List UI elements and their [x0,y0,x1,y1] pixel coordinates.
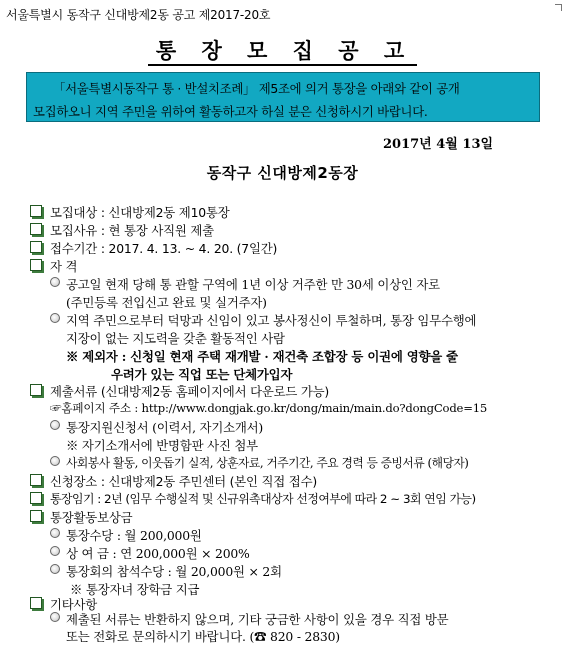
qualification-2a: 지역 주민으로부터 덕망과 신임이 있고 봉사정신이 투철하며, 통장 임무수행에 [66,313,477,328]
qualification-1b: (주민등록 전입신고 완료 및 실거주자) [66,295,267,310]
qualification-1a: 공고일 현재 당해 통 관할 구역에 1년 이상 거주한 만 30세 이상인 자로 [66,277,440,292]
qualification-2b: 지장이 없는 지도력을 갖춘 활동적인 사람 [66,331,285,346]
item-documents-title: 제출서류 (신대방제2동 홈페이지에서 다운로드 가능) [50,384,330,399]
checkbox-target[interactable] [30,205,42,217]
bullet-circle-icon [50,546,60,556]
checkbox-compensation[interactable] [30,510,42,522]
notice-number: 서울특별시 동작구 신대방제2동 공고 제2017-20호 [6,8,271,22]
compensation-1: 통장수당 : 월 200,000원 [66,528,202,543]
page-title [0,35,565,65]
notice-date: 2017년 4월 13일 [383,137,494,152]
checkbox-period[interactable] [30,241,42,253]
item-term: 통장임기 : 2년 (임무 수행실적 및 신규위촉대상자 선정여부에 따라 2 ~ 3회 연임 가능) [50,492,476,506]
etc-line-b: 또는 전화로 문의하시기 바랍니다. (☎ 820 - 2830) [66,629,340,644]
bullet-circle-icon [50,612,60,622]
bullet-circle-icon [50,456,60,466]
item-etc-title: 기타사항 [50,597,98,612]
compensation-note: ※ 통장자녀 장학금 지급 [70,582,200,597]
checkbox-reason[interactable] [30,223,42,235]
compensation-2: 상 여 금 : 연 200,000원 × 200% [66,546,250,561]
item-place: 신청장소 : 신대방제2동 주민센터 (본인 직접 접수) [50,474,317,489]
etc-line-a: 제출된 서류는 반환하지 않으며, 기타 궁금한 사항이 있을 경우 직접 방문 [66,612,449,627]
bullet-circle-icon [50,528,60,538]
title-text: 통 장 모 집 공 고 [148,38,417,66]
item-compensation-title: 통장활동보상금 [50,510,133,525]
checkbox-documents[interactable] [30,384,42,396]
notice-line-1: 「서울특별시동작구 통 · 반설치조례」 제5조에 의거 통장을 아래와 같이 공개 [53,81,460,96]
item-period: 접수기간 : 2017. 4. 13. ~ 4. 20. (7일간) [50,241,278,256]
bullet-circle-icon [50,564,60,574]
checkbox-qualification[interactable] [30,259,42,271]
notice-line-2: 모집하오니 지역 주민을 위하여 활동하고자 하실 분은 신청하시기 바랍니다. [33,104,428,119]
bullet-circle-icon [50,420,60,430]
checkbox-term[interactable] [30,492,42,504]
exclusion-b: 우려가 있는 직업 또는 단체가입자 [111,367,293,382]
document-2: 사회봉사 활동, 이웃돕기 실적, 상훈자료, 거주기간, 주요 경력 등 증빙서류 (해당자) [66,456,469,470]
checkbox-place[interactable] [30,474,42,486]
page-corner-mark [555,4,562,11]
issuer-title: 동작구 신대방제2동장 [206,164,359,182]
item-reason: 모집사유 : 현 통장 사직원 제출 [50,223,214,238]
bullet-circle-icon [50,313,60,323]
bullet-circle-icon [50,277,60,287]
item-target: 모집대상 : 신대방제2동 제10통장 [50,205,230,220]
item-qualification-title: 자 격 [50,259,78,274]
checkbox-etc[interactable] [30,597,42,609]
document-1: 통장지원신청서 (이력서, 자기소개서) [66,420,264,435]
homepage-address[interactable]: ☞홈페이지 주소 : http://www.dongjak.go.kr/dong/main/main.do?dongCode=15 [50,401,488,415]
compensation-3: 통장회의 참석수당 : 월 20,000원 × 2회 [66,564,282,579]
exclusion-a: ※ 제외자 : 신청일 현재 주택 재개발 · 재건축 조합장 등 이권에 영향을 줄 [66,349,458,364]
document-1-note: ※ 자기소개서에 반명함판 사진 첨부 [66,438,258,453]
